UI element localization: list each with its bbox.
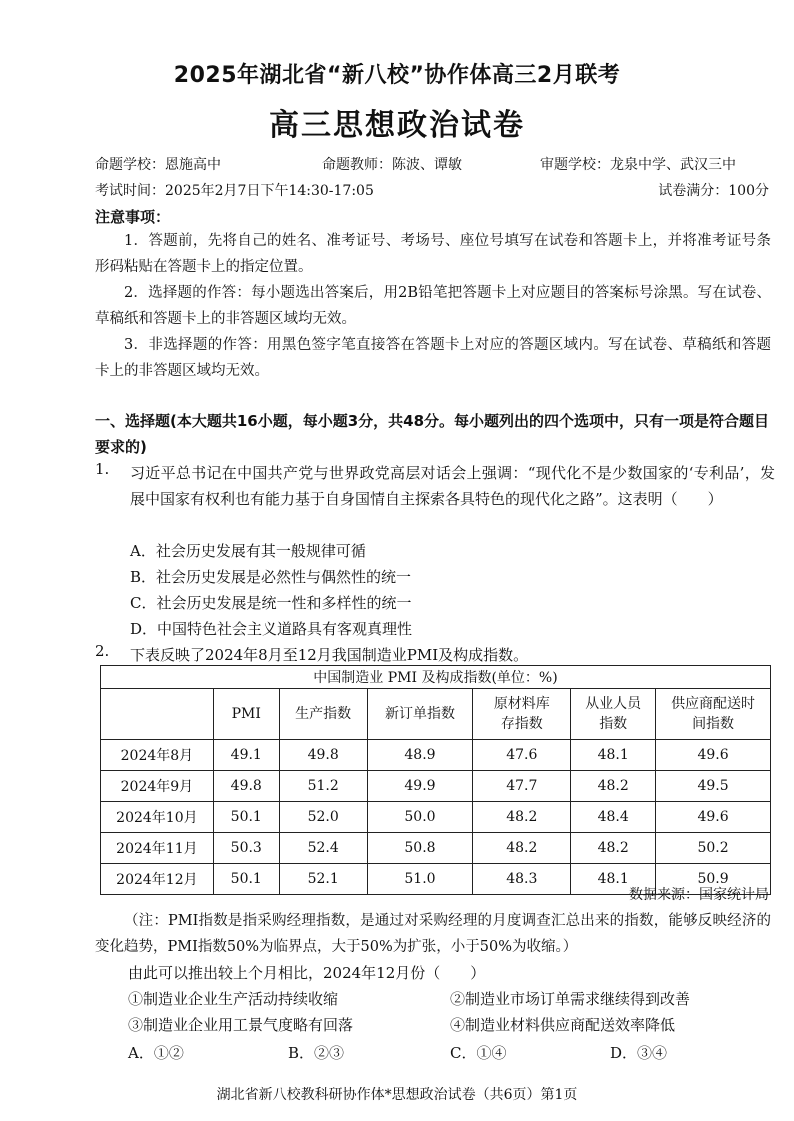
- note-item-1: 1．答题前，先将自己的姓名、准考证号、考场号、座位号填写在试卷和答题卡上，并将准考证号条形码粘贴在答题卡上的指定位置。: [95, 233, 771, 275]
- table-header-cell: 供应商配送时间指数: [656, 689, 771, 740]
- meta-reviewer: 审题学校：龙泉中学、武汉三中: [540, 157, 736, 173]
- table-cell: 48.2: [473, 802, 571, 833]
- statement-2: ②制造业市场订单需求继续得到改善: [450, 990, 691, 1008]
- table-row: [101, 740, 771, 771]
- table-header-cell: 原材料库存指数: [473, 689, 571, 740]
- table-header-cell: 从业人员指数: [571, 689, 656, 740]
- table-cell: 51.0: [367, 864, 473, 895]
- page-footer: 湖北省新八校教科研协作体*思想政治试卷（共6页）第1页: [216, 1087, 578, 1103]
- meta-teacher: 命题教师：陈波、谭敏: [322, 157, 462, 173]
- statement-1: ①制造业企业生产活动持续收缩: [128, 990, 339, 1008]
- table-cell: 50.1: [213, 802, 279, 833]
- question-1-option-c: C．社会历史发展是统一性和多样性的统一: [130, 594, 412, 612]
- table-cell: 2024年11月: [101, 833, 214, 864]
- question-2-stem: 下表反映了2024年8月至12月我国制造业PMI及构成指数。: [130, 646, 529, 664]
- table-cell: 2024年12月: [101, 864, 214, 895]
- table-caption: 中国制造业 PMI 及构成指数(单位：%): [101, 666, 771, 689]
- table-cell: 50.3: [213, 833, 279, 864]
- note-item-3: 3．非选择题的作答：用黑色签字笔直接答在答题卡上对应的答题区域内。写在试卷、草稿纸和答题卡上的非答题区域均无效。: [95, 337, 771, 379]
- pmi-note: （注：PMI指数是指采购经理指数，是通过对采购经理的月度调查汇总出来的指数，能够反映经济的变化趋势，PMI指数50%为临界点，大于50%为扩张，小于50%为收缩。）: [95, 913, 771, 955]
- question-1-stem: 习近平总书记在中国共产党与世界政党高层对话会上强调：“现代化不是少数国家的‘专利品’，发展中国家有权利也有能力基于自身国情自主探索各具特色的现代化之路”。这表明（ ）: [130, 464, 775, 508]
- table-cell: 52.4: [279, 833, 367, 864]
- table-cell: 50.8: [367, 833, 473, 864]
- table-cell: 48.2: [571, 771, 656, 802]
- question-1-option-a: A．社会历史发展有其一般规律可循: [130, 542, 366, 560]
- table-cell: 50.0: [367, 802, 473, 833]
- meta-time: 考试时间：2025年2月7日下午14:30-17:05: [95, 183, 374, 199]
- answer-b: B．②③: [288, 1044, 345, 1062]
- question-1-option-d: D．中国特色社会主义道路具有客观真理性: [130, 620, 413, 638]
- meta-school: 命题学校：恩施高中: [95, 157, 221, 173]
- table-cell: 48.2: [473, 833, 571, 864]
- question-2-prompt: 由此可以推出较上个月相比，2024年12月份（ ）: [128, 964, 486, 982]
- table-header-cell: [101, 689, 214, 740]
- table-cell: 50.2: [656, 833, 771, 864]
- table-cell: 47.6: [473, 740, 571, 771]
- table-cell: 49.1: [213, 740, 279, 771]
- answer-c: C．①④: [450, 1044, 507, 1062]
- table-row: [101, 833, 771, 864]
- table-header-cell: PMI: [213, 689, 279, 740]
- table-cell: 48.1: [571, 864, 656, 895]
- table-cell: 48.3: [473, 864, 571, 895]
- statement-3: ③制造业企业用工景气度略有回落: [128, 1016, 354, 1034]
- table-cell: 49.6: [656, 740, 771, 771]
- subject-title: 高三思想政治试卷: [269, 108, 525, 143]
- statement-4: ④制造业材料供应商配送效率降低: [450, 1016, 676, 1034]
- table-cell: 47.7: [473, 771, 571, 802]
- table-cell: 48.4: [571, 802, 656, 833]
- table-cell: 51.2: [279, 771, 367, 802]
- section-heading: 一、选择题(本大题共16小题，每小题3分，共48分。每小题列出的四个选项中，只有一项是符合题目要求的): [95, 412, 770, 456]
- question-2-number: 2.: [95, 642, 110, 660]
- table-cell: 49.6: [656, 802, 771, 833]
- exam-title: 2025年湖北省“新八校”协作体高三2月联考: [173, 63, 621, 88]
- meta-score: 试卷满分：100分: [658, 183, 769, 199]
- table-cell: 50.1: [213, 864, 279, 895]
- table-cell: 48.2: [571, 833, 656, 864]
- data-source: 数据来源：国家统计局: [629, 887, 769, 903]
- table-cell: 49.8: [213, 771, 279, 802]
- table-cell: 49.8: [279, 740, 367, 771]
- table-header-cell: 新订单指数: [367, 689, 473, 740]
- table-cell: 48.1: [571, 740, 656, 771]
- table-cell: 48.9: [367, 740, 473, 771]
- notes-title: 注意事项：: [95, 208, 171, 226]
- question-1-number: 1.: [95, 460, 110, 478]
- table-row: [101, 771, 771, 802]
- table-cell: 52.0: [279, 802, 367, 833]
- question-1-option-b: B．社会历史发展是必然性与偶然性的统一: [130, 568, 412, 586]
- table-cell: 2024年8月: [101, 740, 214, 771]
- note-item-2: 2．选择题的作答：每小题选出答案后，用2B铅笔把答题卡上对应题目的答案标号涂黑。写在试卷、草稿纸和答题卡上的非答题区域均无效。: [95, 285, 771, 327]
- table-cell: 49.9: [367, 771, 473, 802]
- table-row: [101, 802, 771, 833]
- table-cell: 49.5: [656, 771, 771, 802]
- table-cell: 52.1: [279, 864, 367, 895]
- table-header-cell: 生产指数: [279, 689, 367, 740]
- table-cell: 50.9: [656, 864, 771, 895]
- answer-a: A．①②: [128, 1044, 184, 1062]
- table-cell: 2024年10月: [101, 802, 214, 833]
- answer-d: D．③④: [610, 1044, 668, 1062]
- pmi-table: [100, 665, 771, 895]
- table-cell: 2024年9月: [101, 771, 214, 802]
